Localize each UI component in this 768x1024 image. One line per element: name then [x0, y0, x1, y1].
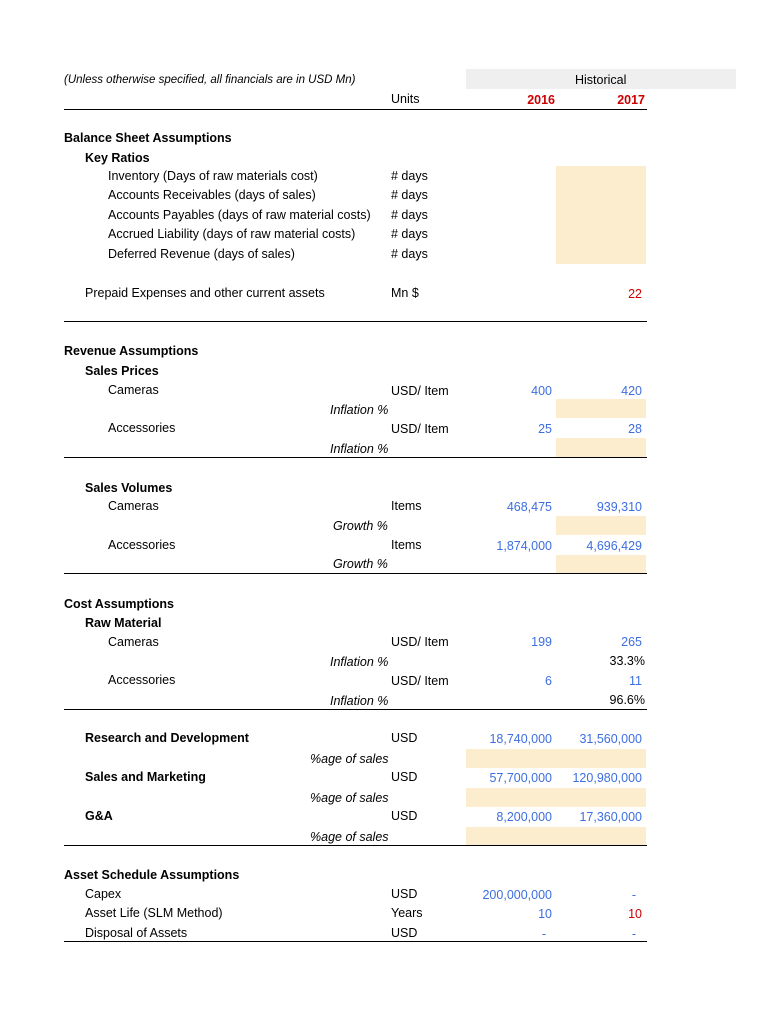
- gna-pct-label: %age of sales: [310, 830, 389, 844]
- price-cameras-label: Cameras: [108, 383, 159, 397]
- receivables-unit: # days: [391, 188, 428, 202]
- snm-pct-sales-cells[interactable]: [466, 788, 646, 807]
- asset-end-rule: [64, 941, 647, 942]
- deferred-revenue-label: Deferred Revenue (days of sales): [108, 247, 295, 261]
- volume-cameras-growth-label: Growth %: [333, 519, 388, 533]
- rnd-2016[interactable]: 18,740,000: [489, 732, 552, 746]
- rnd-unit: USD: [391, 731, 418, 745]
- cost-end-rule: [64, 845, 647, 846]
- disposal-2016[interactable]: -: [541, 927, 546, 941]
- rm-cameras-2017[interactable]: 265: [621, 635, 642, 649]
- year-2016-header: 2016: [527, 93, 555, 107]
- volume-cameras-2017[interactable]: 939,310: [596, 500, 642, 514]
- balance-sheet-end-rule: [64, 321, 647, 322]
- inventory-label: Inventory (Days of raw materials cost): [108, 169, 318, 183]
- rm-cameras-inflation-2017[interactable]: 33.3%: [609, 654, 645, 668]
- accessories-price-inflation-cell[interactable]: [556, 438, 646, 457]
- units-column-header: Units: [391, 92, 420, 106]
- rm-cameras-label: Cameras: [108, 635, 159, 649]
- accrued-liability-label: Accrued Liability (days of raw material costs): [108, 227, 356, 241]
- snm-2016[interactable]: 57,700,000: [489, 771, 552, 785]
- rnd-label: Research and Development: [85, 731, 249, 745]
- cameras-volume-growth-cell[interactable]: [556, 516, 646, 535]
- balance-sheet-title: Balance Sheet Assumptions: [64, 131, 232, 145]
- units-note: (Unless otherwise specified, all financials are in USD Mn): [64, 74, 356, 86]
- rm-accessories-unit: USD/ Item: [391, 674, 449, 688]
- key-ratios-input-area[interactable]: [556, 166, 646, 264]
- snm-pct-label: %age of sales: [310, 791, 389, 805]
- rnd-pct-sales-cells[interactable]: [466, 749, 646, 768]
- revenue-title: Revenue Assumptions: [64, 344, 199, 358]
- prepaid-2017-value[interactable]: 22: [628, 287, 642, 301]
- snm-unit: USD: [391, 770, 418, 784]
- rm-cameras-unit: USD/ Item: [391, 635, 449, 649]
- rm-cameras-inflation-label: Inflation %: [330, 655, 389, 669]
- volume-accessories-growth-label: Growth %: [333, 557, 388, 571]
- rm-accessories-2016[interactable]: 6: [545, 674, 552, 688]
- rm-cameras-2016[interactable]: 199: [531, 635, 552, 649]
- asset-life-unit: Years: [391, 906, 423, 920]
- year-2017-header: 2017: [617, 93, 645, 107]
- gna-unit: USD: [391, 809, 418, 823]
- volume-accessories-label: Accessories: [108, 538, 176, 552]
- sales-prices-end-rule: [64, 457, 647, 458]
- gna-2017[interactable]: 17,360,000: [579, 810, 642, 824]
- raw-material-label: Raw Material: [85, 616, 162, 630]
- snm-2017[interactable]: 120,980,000: [572, 771, 642, 785]
- asset-life-2016[interactable]: 10: [538, 907, 552, 921]
- price-accessories-inflation-label: Inflation %: [330, 442, 389, 456]
- capex-2016[interactable]: 200,000,000: [482, 888, 552, 902]
- price-accessories-label: Accessories: [108, 421, 176, 435]
- accrued-liability-unit: # days: [391, 227, 428, 241]
- volume-cameras-unit: Items: [391, 499, 422, 513]
- rm-accessories-inflation-2017[interactable]: 96.6%: [609, 693, 645, 707]
- cameras-price-inflation-cell[interactable]: [556, 399, 646, 418]
- volume-accessories-unit: Items: [391, 538, 422, 552]
- inventory-unit: # days: [391, 169, 428, 183]
- capex-label: Capex: [85, 887, 122, 901]
- price-cameras-inflation-label: Inflation %: [330, 403, 389, 417]
- price-accessories-2017[interactable]: 28: [628, 422, 642, 436]
- key-ratios-label: Key Ratios: [85, 151, 150, 165]
- price-cameras-2017[interactable]: 420: [621, 384, 642, 398]
- disposal-label: Disposal of Assets: [85, 926, 188, 940]
- volume-cameras-2016[interactable]: 468,475: [506, 500, 552, 514]
- sales-volumes-label: Sales Volumes: [85, 481, 173, 495]
- prepaid-label: Prepaid Expenses and other current assets: [85, 286, 325, 300]
- rm-accessories-2017[interactable]: 11: [629, 674, 642, 688]
- header-rule: [64, 109, 647, 110]
- rnd-2017[interactable]: 31,560,000: [579, 732, 642, 746]
- disposal-unit: USD: [391, 926, 418, 940]
- price-cameras-unit: USD/ Item: [391, 384, 449, 398]
- snm-label: Sales and Marketing: [85, 770, 206, 784]
- capex-unit: USD: [391, 887, 418, 901]
- volume-accessories-2016[interactable]: 1,874,000: [496, 539, 552, 553]
- disposal-2017[interactable]: -: [631, 927, 636, 941]
- gna-2016[interactable]: 8,200,000: [496, 810, 552, 824]
- price-accessories-2016[interactable]: 25: [538, 422, 552, 436]
- payables-label: Accounts Payables (days of raw material costs): [108, 208, 371, 222]
- payables-unit: # days: [391, 208, 428, 222]
- asset-title: Asset Schedule Assumptions: [64, 868, 240, 882]
- rm-accessories-label: Accessories: [108, 673, 176, 687]
- cost-title: Cost Assumptions: [64, 597, 174, 611]
- sales-prices-label: Sales Prices: [85, 364, 159, 378]
- asset-life-2017[interactable]: 10: [628, 907, 642, 921]
- price-cameras-2016[interactable]: 400: [531, 384, 552, 398]
- accessories-volume-growth-cell[interactable]: [556, 555, 646, 574]
- gna-label: G&A: [85, 809, 113, 823]
- revenue-end-rule: [64, 573, 647, 574]
- volume-accessories-2017[interactable]: 4,696,429: [586, 539, 642, 553]
- prepaid-unit: Mn $: [391, 286, 419, 300]
- raw-material-end-rule: [64, 709, 647, 710]
- asset-life-label: Asset Life (SLM Method): [85, 906, 223, 920]
- volume-cameras-label: Cameras: [108, 499, 159, 513]
- rm-accessories-inflation-label: Inflation %: [330, 694, 389, 708]
- rnd-pct-label: %age of sales: [310, 752, 389, 766]
- receivables-label: Accounts Receivables (days of sales): [108, 188, 316, 202]
- gna-pct-sales-cells[interactable]: [466, 827, 646, 846]
- deferred-revenue-unit: # days: [391, 247, 428, 261]
- price-accessories-unit: USD/ Item: [391, 422, 449, 436]
- capex-2017[interactable]: -: [631, 888, 636, 902]
- historical-label: Historical: [575, 73, 627, 87]
